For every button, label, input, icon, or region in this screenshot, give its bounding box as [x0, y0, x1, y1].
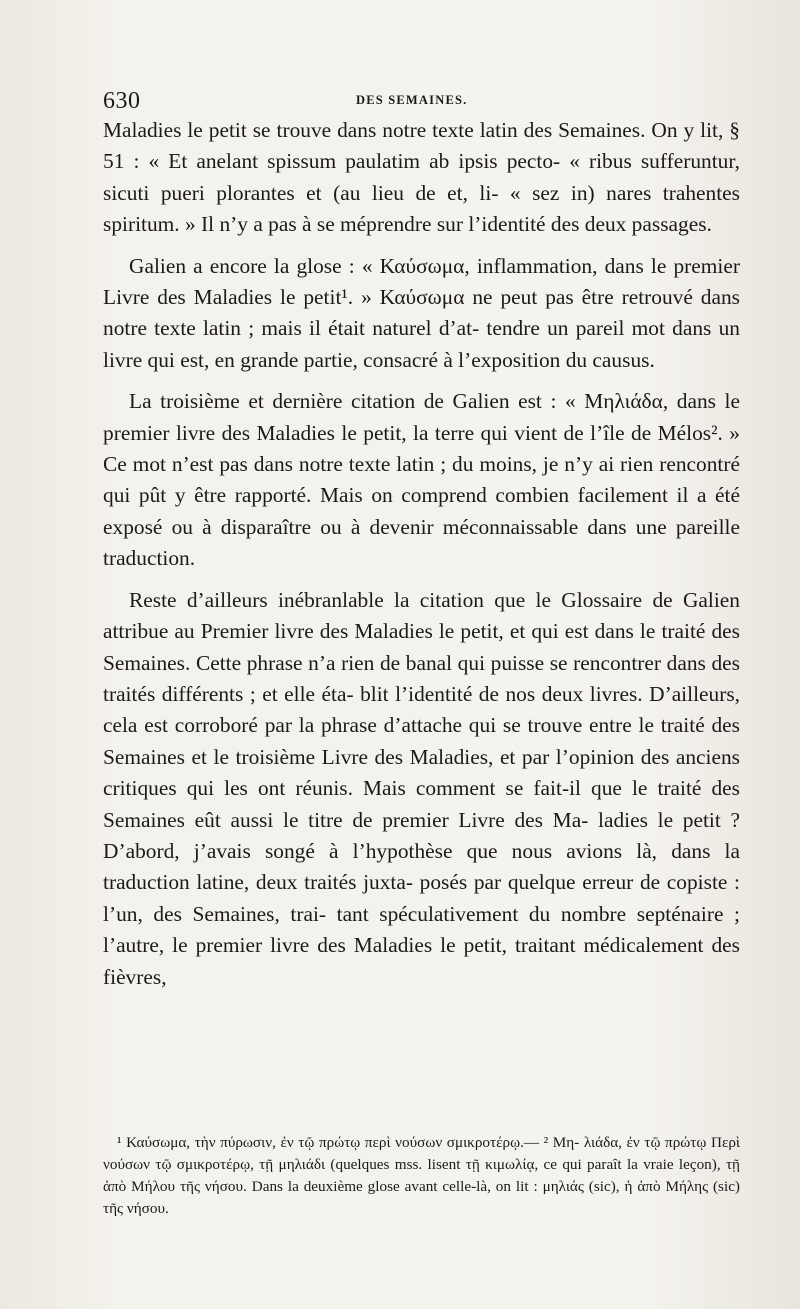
main-text: [103, 115, 740, 1003]
running-title: DES SEMAINES.: [356, 93, 468, 107]
paragraph-1: Maladies le petit se trouve dans notre texte latin des Semaines. On y lit, § 51 : « Et anelant spissum paulatim ab ipsis pecto- « ribus sufferuntur, sicuti pueri plorantes et (au lieu de et, li- « sez in) nares trahentes spiritum. » Il n’y a pas à se méprendre sur l’identité des deux passages.: [103, 118, 740, 237]
paragraph-4: Reste d’ailleurs inébranlable la citation que le Glossaire de Galien attribue au Premier livre des Maladies le petit, et qui est dans le traité des Semaines. Cette phrase n’a rien de banal qui puisse se rencontrer dans des traités différents ; et elle éta- blit l’identité de nos deux livres. D’ailleurs, cela est corroboré par la phrase d’attache qui se trouve entre le traité des Semaines et le troisième Livre des Maladies, et par l’opinion des anciens critiques qui les ont réunis. Mais comment se fait-il que le traité des Semaines eût aussi le titre de premier Livre des Ma- ladies le petit ? D’abord, j’avais songé à l’hypothèse que nous avions là, dans la traduction latine, deux traités juxta- posés par quelque erreur de copiste : l’un, des Semaines, trai- tant spéculativement du nombre septénaire ; l’autre, le premier livre des Maladies le petit, traitant médicalement des fièvres,: [103, 587, 740, 989]
page-header: [103, 88, 743, 116]
footnotes: [103, 1132, 740, 1220]
page-number: 630: [103, 88, 141, 114]
paragraph-3: La troisième et dernière citation de Galien est : « Μηλιάδα, dans le premier livre des Maladies le petit, la terre qui vient de l’île de Mélos². » Ce mot n’est pas dans notre texte latin ; du moins, je n’y ai rien rencontré qui pût y être rapporté. Mais on comprend combien facilement il a été exposé ou à disparaître ou à devenir méconnaissable dans une pareille traduction.: [103, 389, 740, 571]
footnote-text: ¹ Καύσωμα, τὴν πύρωσιν, ἐν τῷ πρώτῳ περὶ νούσων σμικροτέρῳ.— ² Μη- λιάδα, ἐν τῷ πρώτῳ Περὶ νούσων τῷ σμικροτέρῳ, τῇ μηλιάδι (quelques mss. lisent τῇ κιμωλίᾳ, ce qui paraît la vraie leçon), τῇ ἀπὸ Μήλου τῆς νήσου. Dans la deuxième glose avant celle-là, on lit : μηλιάς (sic), ἡ ἀπὸ Μήλης (sic) τῆς νήσου.: [103, 1134, 740, 1217]
paragraph-2: Galien a encore la glose : « Καύσωμα, inflammation, dans le premier Livre des Maladies le petit¹. » Καύσωμα ne peut pas être retrouvé dans notre texte latin ; mais il était naturel d’at- tendre un pareil mot dans un livre qui est, en grande partie, consacré à l’exposition du causus.: [103, 253, 740, 372]
